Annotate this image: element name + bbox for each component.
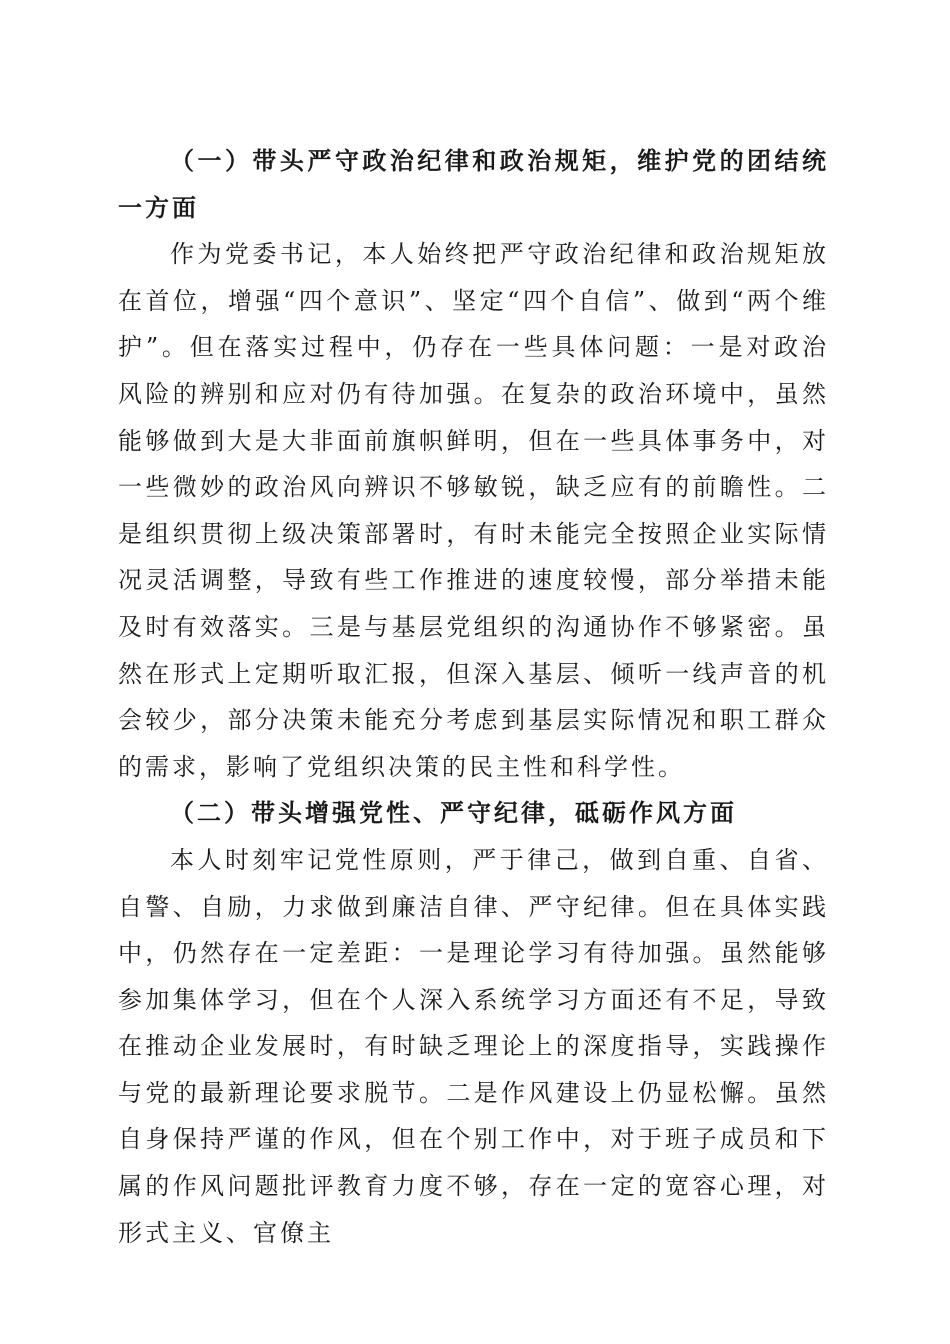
document-body bbox=[118, 138, 829, 1256]
section-2-heading: （二）带头增强党性、严守纪律，砥砺作风方面 bbox=[170, 798, 737, 828]
section-2-paragraph: 本人时刻牢记党性原则，严于律己，做到自重、自省、自警、自励，力求做到廉洁自律、严守纪律。但在具体实践中，仍然存在一定差距：一是理论学习有待加强。虽然能够参加集体学习，但在个人深入系统学习方面还有不足，导致在推动企业发展时，有时缺乏理论上的深度指导，实践操作与党的最新理论要求脱节。二是作风建设上仍显松懈。虽然自身保持严谨的作风，但在个别工作中，对于班子成员和下属的作风问题批评教育力度不够，存在一定的宽容心理，对形式主义、官僚主 bbox=[118, 845, 829, 1247]
section-1-heading: （一）带头严守政治纪律和政治规矩，维护党的团结统一方面 bbox=[118, 146, 829, 222]
section-1-paragraph: 作为党委书记，本人始终把严守政治纪律和政治规矩放在首位，增强“四个意识”、坚定“四个自信”、做到“两个维护”。但在落实过程中，仍存在一些具体问题：一是对政治风险的辨别和应对仍有待加强。在复杂的政治环境中，虽然能够做到大是大非面前旗帜鲜明，但在一些具体事务中，对一些微妙的政治风向辨识不够敏锐，缺乏应有的前瞻性。二是组织贯彻上级决策部署时，有时未能完全按照企业实际情况灵活调整，导致有些工作推进的速度较慢，部分举措未能及时有效落实。三是与基层党组织的沟通协作不够紧密。虽然在形式上定期听取汇报，但深入基层、倾听一线声音的机会较少，部分决策未能充分考虑到基层实际情况和职工群众的需求，影响了党组织决策的民主性和科学性。 bbox=[118, 240, 829, 781]
